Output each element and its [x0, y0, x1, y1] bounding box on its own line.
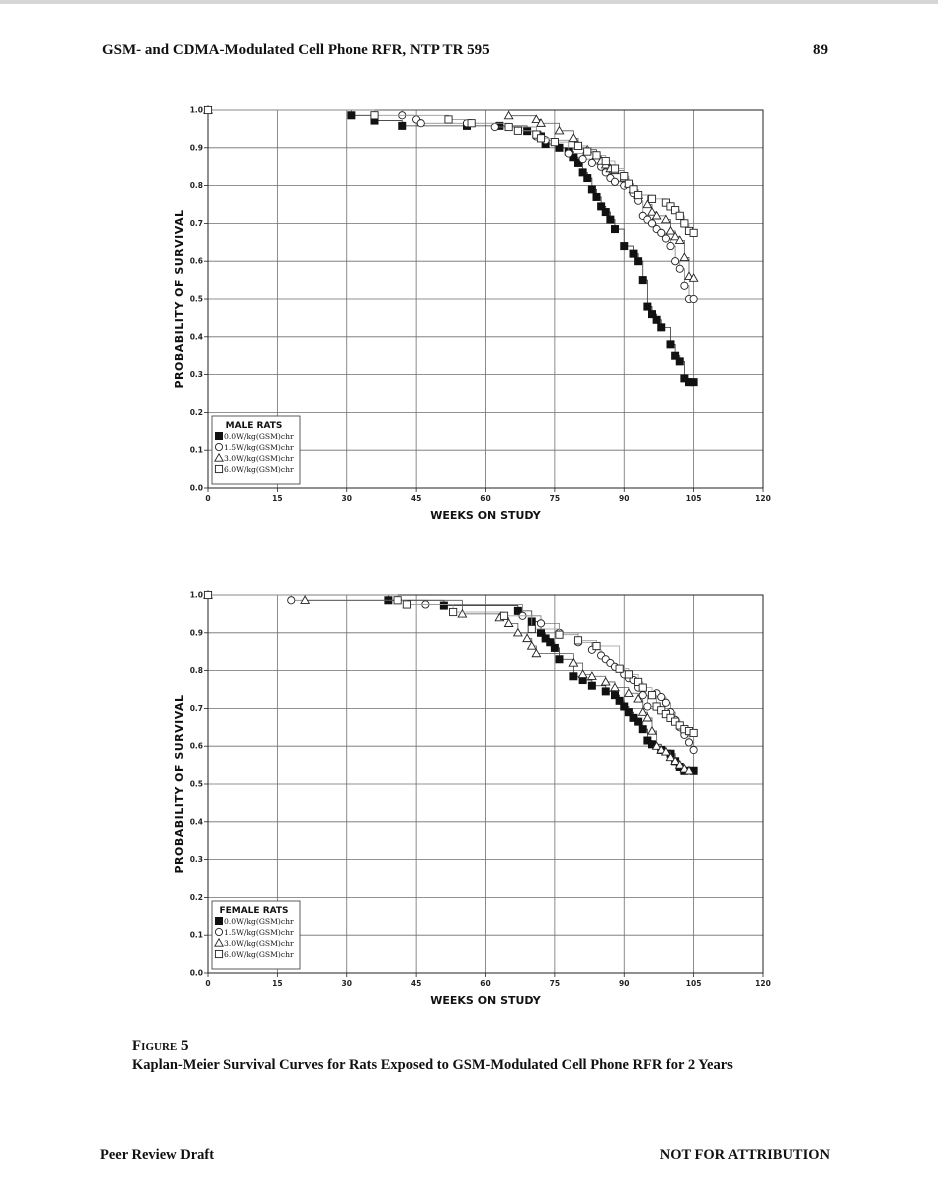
female-chart-x-axis-title: WEEKS ON STUDY: [430, 994, 541, 1007]
female-chart-y-tick-label: 0.8: [189, 666, 203, 676]
male-chart-series-4-point: [537, 135, 544, 142]
female-chart-series-2-point: [644, 703, 651, 710]
male-chart-series-1-point: [630, 250, 637, 257]
male-chart-series-1-point: [584, 174, 591, 181]
male-chart-series-2-point: [672, 258, 679, 265]
female-chart-x-tick-label: 90: [619, 979, 630, 988]
male-chart-series-2-point: [662, 235, 669, 242]
female-chart-series-2-point: [537, 620, 544, 627]
male-chart-series-2-point: [417, 120, 424, 127]
male-chart-x-tick-label: 120: [755, 494, 771, 503]
male-rats-survival-chart: [160, 95, 780, 525]
male-chart-series-2-point: [676, 265, 683, 272]
male-chart-x-tick-label: 0: [205, 494, 211, 503]
female-chart-series-4-point: [648, 692, 655, 699]
male-chart-y-tick-label: 0.6: [189, 256, 203, 266]
footer-attribution-notice: NOT FOR ATTRIBUTION: [659, 1147, 830, 1163]
male-chart-series-4-point: [621, 173, 628, 180]
male-chart-y-tick-label: 1.0: [189, 105, 203, 115]
male-chart-series-4-point: [204, 106, 211, 113]
male-chart-y-tick-label: 0.7: [189, 218, 203, 228]
male-chart-y-tick-label: 0.5: [189, 294, 203, 304]
female-chart-y-axis-title: PROBABILITY OF SURVIVAL: [173, 694, 186, 874]
male-chart-series-4-point: [551, 139, 558, 146]
female-chart-legend-marker-1: [215, 917, 222, 924]
female-chart-y-tick-label: 0.3: [189, 855, 203, 865]
male-chart-x-tick-label: 30: [341, 494, 352, 503]
male-chart-series-2-point: [491, 123, 498, 130]
female-chart-series-4-point: [403, 601, 410, 608]
male-chart-series-4-point: [690, 229, 697, 236]
female-chart-series-1-point: [588, 682, 595, 689]
female-chart-y-tick-label: 0.9: [189, 628, 203, 638]
male-chart-series-4-point: [611, 165, 618, 172]
male-chart-series-2-point: [579, 156, 586, 163]
male-chart-series-1-point: [639, 277, 646, 284]
female-chart-series-4-point: [394, 597, 401, 604]
female-chart-x-tick-label: 30: [341, 979, 352, 988]
male-chart-series-1-point: [602, 208, 609, 215]
male-chart-series-4-point: [593, 152, 600, 159]
male-chart-legend-label-2: 1.5W/kg(GSM)chr: [224, 443, 294, 452]
figure-label: Figure 5: [132, 1038, 189, 1054]
female-chart-series-4-point: [616, 665, 623, 672]
male-chart-series-1-point: [658, 324, 665, 331]
male-chart-series-1-point: [690, 379, 697, 386]
figure-caption-text: Kaplan-Meier Survival Curves for Rats Exposed to GSM-Modulated Cell Phone RFR for 2 Years: [132, 1057, 733, 1073]
female-chart-x-tick-label: 105: [685, 979, 702, 988]
female-chart-legend-marker-4: [215, 950, 222, 957]
male-chart-x-tick-label: 75: [549, 494, 561, 503]
female-rats-survival-svg: [160, 580, 780, 1010]
male-chart-legend-marker-1: [215, 432, 222, 439]
male-chart-x-tick-label: 45: [410, 494, 422, 503]
male-chart-series-1-point: [676, 358, 683, 365]
female-rats-survival-chart: [160, 580, 780, 1010]
female-chart-legend-label-2: 1.5W/kg(GSM)chr: [224, 928, 294, 937]
male-chart-series-4-point: [468, 120, 475, 127]
male-chart-series-1-point: [607, 216, 614, 223]
male-chart-series-1-point: [667, 341, 674, 348]
male-chart-series-1-point: [621, 242, 628, 249]
female-chart-y-tick-label: 0.6: [189, 741, 203, 751]
female-chart-legend-marker-2: [215, 928, 222, 935]
female-chart-series-1-point: [440, 602, 447, 609]
male-chart-series-1-point: [644, 303, 651, 310]
female-chart-series-1-point: [570, 673, 577, 680]
male-chart-series-4-point: [635, 191, 642, 198]
male-chart-y-tick-label: 0.9: [189, 143, 203, 153]
male-chart-y-tick-label: 0.2: [189, 407, 203, 417]
male-chart-y-tick-label: 0.4: [189, 332, 203, 342]
male-chart-y-tick-label: 0.8: [189, 181, 203, 191]
male-chart-series-4-point: [514, 127, 521, 134]
female-chart-series-1-point: [639, 726, 646, 733]
female-chart-x-tick-label: 60: [480, 979, 491, 988]
female-chart-series-2-point: [690, 746, 697, 753]
page-number: 89: [813, 42, 828, 58]
running-header-title: GSM- and CDMA-Modulated Cell Phone RFR, NTP TR 595: [102, 42, 490, 58]
male-chart-series-1-point: [653, 316, 660, 323]
male-chart-series-4-point: [676, 212, 683, 219]
male-chart-y-tick-label: 0.1: [189, 445, 203, 455]
figure-caption: [132, 1037, 733, 1075]
male-chart-x-axis-title: WEEKS ON STUDY: [430, 509, 541, 522]
female-chart-series-4-point: [593, 642, 600, 649]
female-chart-series-4-point: [450, 608, 457, 615]
female-chart-series-4-point: [625, 671, 632, 678]
female-chart-series-4-point: [690, 729, 697, 736]
male-chart-series-4-point: [602, 157, 609, 164]
male-rats-survival-svg: [160, 95, 780, 525]
female-chart-y-tick-label: 0.1: [189, 930, 203, 940]
female-chart-x-tick-label: 0: [205, 979, 211, 988]
female-chart-legend-label-3: 3.0W/kg(GSM)chr: [224, 939, 294, 948]
male-chart-legend-label-1: 0.0W/kg(GSM)chr: [224, 432, 294, 441]
female-chart-x-tick-label: 45: [410, 979, 422, 988]
male-chart-series-1-point: [399, 122, 406, 129]
male-chart-y-axis-title: PROBABILITY OF SURVIVAL: [173, 209, 186, 389]
male-chart-series-4-point: [445, 116, 452, 123]
female-chart-y-tick-label: 0.0: [189, 968, 203, 978]
female-chart-series-4-point: [556, 631, 563, 638]
female-chart-x-tick-label: 120: [755, 979, 771, 988]
male-chart-x-tick-label: 105: [685, 494, 702, 503]
female-chart-series-2-point: [685, 739, 692, 746]
male-chart-x-tick-label: 15: [272, 494, 283, 503]
male-chart-legend-title: MALE RATS: [225, 421, 283, 431]
male-chart-legend-marker-4: [215, 465, 222, 472]
footer-draft-label: Peer Review Draft: [100, 1147, 215, 1163]
female-chart-y-tick-label: 1.0: [189, 590, 203, 600]
female-chart-y-tick-label: 0.2: [189, 892, 203, 902]
female-chart-y-tick-label: 0.5: [189, 779, 203, 789]
male-chart-series-4-point: [584, 148, 591, 155]
male-chart-y-tick-label: 0.3: [189, 370, 203, 380]
male-chart-series-2-point: [667, 242, 674, 249]
male-chart-series-1-point: [593, 193, 600, 200]
male-chart-series-1-point: [635, 258, 642, 265]
page-top-rule: [0, 0, 938, 4]
male-chart-series-2-point: [588, 159, 595, 166]
male-chart-series-4-point: [505, 123, 512, 130]
male-chart-y-tick-label: 0.0: [189, 483, 203, 493]
male-chart-series-1-point: [588, 186, 595, 193]
female-chart-series-1-point: [551, 644, 558, 651]
male-chart-series-4-point: [371, 112, 378, 119]
female-chart-legend-label-1: 0.0W/kg(GSM)chr: [224, 917, 294, 926]
male-chart-series-4-point: [648, 195, 655, 202]
female-chart-series-4-point: [204, 591, 211, 598]
female-chart-series-2-point: [288, 597, 295, 604]
male-chart-x-tick-label: 60: [480, 494, 491, 503]
female-chart-x-tick-label: 15: [272, 979, 283, 988]
female-chart-y-tick-label: 0.7: [189, 703, 203, 713]
female-chart-series-1-point: [635, 718, 642, 725]
female-chart-series-1-point: [556, 656, 563, 663]
female-chart-y-tick-label: 0.4: [189, 817, 203, 827]
male-chart-series-2-point: [565, 150, 572, 157]
male-chart-series-4-point: [574, 142, 581, 149]
female-chart-series-1-point: [602, 688, 609, 695]
male-chart-legend-marker-2: [215, 443, 222, 450]
male-chart-series-4-point: [681, 220, 688, 227]
male-chart-series-2-point: [681, 282, 688, 289]
female-chart-legend-label-4: 6.0W/kg(GSM)chr: [224, 950, 294, 959]
male-chart-x-tick-label: 90: [619, 494, 630, 503]
male-chart-legend-label-3: 3.0W/kg(GSM)chr: [224, 454, 294, 463]
male-chart-series-1-point: [348, 112, 355, 119]
female-chart-series-4-point: [500, 612, 507, 619]
female-chart-x-tick-label: 75: [549, 979, 561, 988]
female-chart-series-4-point: [574, 637, 581, 644]
female-chart-series-4-point: [528, 625, 535, 632]
female-chart-series-4-point: [639, 684, 646, 691]
male-chart-series-2-point: [611, 178, 618, 185]
male-chart-series-1-point: [611, 225, 618, 232]
male-chart-legend-label-4: 6.0W/kg(GSM)chr: [224, 465, 294, 474]
female-chart-series-2-point: [662, 699, 669, 706]
male-chart-series-2-point: [690, 295, 697, 302]
female-chart-legend-title: FEMALE RATS: [219, 906, 289, 916]
